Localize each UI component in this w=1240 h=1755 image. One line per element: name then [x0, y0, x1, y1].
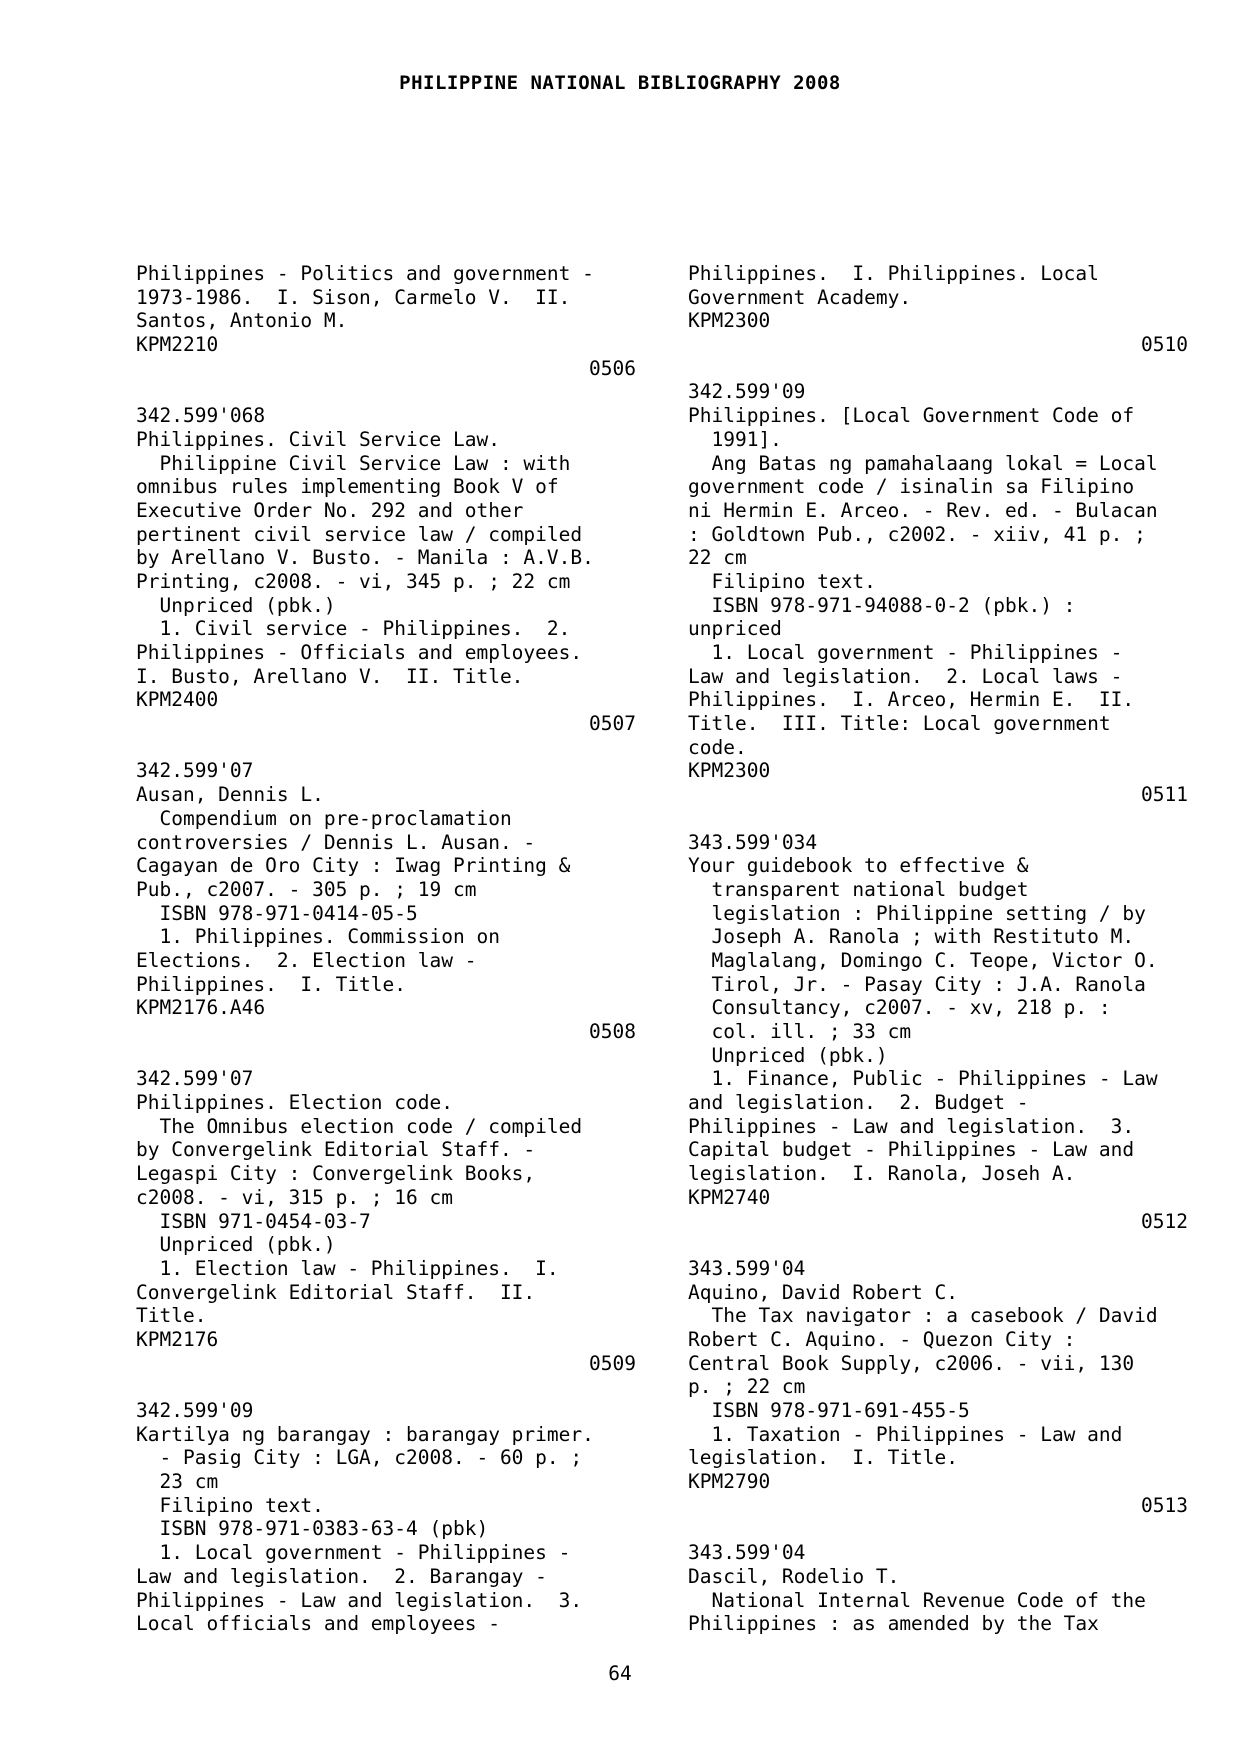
entry-line: Printing, c2008. - vi, 345 p. ; 22 cm [136, 569, 571, 593]
entry-line: Filipino text. [688, 569, 876, 593]
entry-line: 343.599'04 [688, 1256, 806, 1280]
entry-line: The Tax navigator : a casebook / David [688, 1304, 1158, 1328]
entry-line: Law and legislation. 2. Local laws - [688, 664, 1123, 688]
entry-line: by Arellano V. Busto. - Manila : A.V.B. [136, 546, 594, 570]
entry-number: 0507 [589, 712, 636, 736]
entry-line: KPM2176 [136, 1327, 219, 1351]
entry-line: unpriced [688, 617, 782, 641]
entry-line: Kartilya ng barangay : barangay primer. [136, 1422, 594, 1446]
entry-line: Philippine Civil Service Law : with [136, 451, 571, 475]
entry-line: Cagayan de Oro City : Iwag Printing & [136, 854, 571, 878]
entry-line: col. ill. ; 33 cm [688, 1020, 912, 1043]
entry-line: Philippines. [Local Government Code of [688, 404, 1135, 428]
entry-line: 343.599'04 [688, 1541, 806, 1565]
entry-line: KPM2300 [688, 759, 771, 783]
entry-line: Philippines - Officials and employees. [136, 641, 583, 664]
entry-line: controversies / Dennis L. Ausan. - [136, 830, 536, 854]
entry-line: KPM2740 [688, 1185, 771, 1209]
entry-line: National Internal Revenue Code of the [688, 1588, 1146, 1612]
blank-line [136, 380, 636, 404]
entry-line: 1. Election law - Philippines. I. [136, 1256, 559, 1280]
entry-line: 342.599'09 [688, 380, 806, 404]
entry-line: Joseph A. Ranola ; with Restituto M. [688, 925, 1135, 949]
entry-line: Executive Order No. 292 and other [136, 498, 524, 522]
entry-line: legislation. I. Title. [688, 1446, 959, 1470]
entry-number: 0506 [589, 356, 636, 380]
entry-number: 0513 [1141, 1493, 1188, 1517]
entry-line: c2008. - vi, 315 p. ; 16 cm [136, 1185, 453, 1209]
entry-line: Philippines. Election code. [136, 1091, 453, 1115]
left-column [136, 262, 636, 1636]
entry-line: Tirol, Jr. - Pasay City : J.A. Ranola [688, 972, 1146, 996]
blank-line [136, 736, 636, 760]
blank-line [136, 1044, 636, 1068]
entry-line: KPM2210 [136, 333, 219, 357]
entry-line: Central Book Supply, c2006. - vii, 130 [688, 1351, 1135, 1375]
entry-line: Your guidebook to effective & [688, 854, 1029, 878]
entry-line: legislation : Philippine setting / by [688, 901, 1146, 925]
entry-line: 1991]. [688, 427, 782, 451]
entry-line: Philippines - Politics and government - [136, 262, 594, 285]
entry-line: legislation. I. Ranola, Joseh A. [688, 1162, 1076, 1186]
entry-line: Ausan, Dennis L. [136, 783, 324, 807]
entry-line: Unpriced (pbk.) [136, 593, 336, 617]
entry-line: 1973-1986. I. Sison, Carmelo V. II. [136, 285, 571, 309]
entry-line: Philippines. Civil Service Law. [136, 427, 500, 451]
entry-number: 0509 [589, 1351, 636, 1375]
entry-line: Santos, Antonio M. [136, 309, 348, 333]
entry-line: 343.599'034 [688, 830, 818, 854]
entry-line: 1. Local government - Philippines - [136, 1541, 571, 1565]
entry-line: 342.599'09 [136, 1399, 254, 1422]
entry-line: by Convergelink Editorial Staff. - [136, 1138, 536, 1162]
blank-line [688, 357, 1188, 381]
entry-line: Convergelink Editorial Staff. II. [136, 1280, 536, 1304]
entry-line: 1. Local government - Philippines - [688, 641, 1123, 664]
entry-line: 342.599'068 [136, 404, 266, 428]
entry-line: Law and legislation. 2. Barangay - [136, 1564, 547, 1588]
entry-line: Elections. 2. Election law - [136, 948, 477, 972]
entry-line: 342.599'07 [136, 759, 254, 783]
entry-line: government code / isinalin sa Filipino [688, 475, 1135, 499]
entry-number: 0512 [1141, 1209, 1188, 1233]
entry-line: Unpriced (pbk.) [136, 1233, 336, 1257]
right-column [688, 262, 1188, 1636]
entry-number: 0511 [1141, 783, 1188, 807]
entry-line: Compendium on pre-proclamation [136, 806, 512, 830]
entry-line: 1. Philippines. Commission on [136, 925, 500, 949]
entry-line: Robert C. Aquino. - Quezon City : [688, 1327, 1076, 1351]
blank-line [688, 807, 1188, 831]
entry-line: : Goldtown Pub., c2002. - xiiv, 41 p. ; [688, 522, 1146, 546]
entry-line: I. Busto, Arellano V. II. Title. [136, 664, 524, 688]
entry-line: Aquino, David Robert C. [688, 1280, 959, 1304]
entry-line: The Omnibus election code / compiled [136, 1114, 583, 1138]
entry-line: Philippines : as amended by the Tax [688, 1612, 1099, 1636]
entry-line: p. ; 22 cm [688, 1375, 806, 1399]
entry-line: 1. Finance, Public - Philippines - Law [688, 1067, 1158, 1091]
entry-line: Philippines. I. Title. [136, 972, 407, 996]
entry-line: 1. Civil service - Philippines. 2. [136, 617, 571, 641]
entry-line: code. [688, 735, 747, 759]
entry-line: - Pasig City : LGA, c2008. - 60 p. ; [136, 1446, 583, 1470]
entry-line: ISBN 978-971-691-455-5 [688, 1399, 970, 1422]
entry-line: Unpriced (pbk.) [688, 1043, 888, 1067]
entry-line: Local officials and employees - [136, 1612, 500, 1636]
entry-line: 342.599'07 [136, 1067, 254, 1091]
entry-line: Dascil, Rodelio T. [688, 1564, 900, 1588]
entry-line: Capital budget - Philippines - Law and [688, 1138, 1135, 1162]
entry-line: Philippines. I. Philippines. Local [688, 262, 1099, 285]
entry-line: 22 cm [688, 546, 747, 570]
entry-line: Title. III. Title: Local government [688, 712, 1111, 736]
entry-line: Legaspi City : Convergelink Books, [136, 1162, 536, 1186]
entry-line: Maglalang, Domingo C. Teope, Victor O. [688, 948, 1158, 972]
entry-line: Ang Batas ng pamahalaang lokal = Local [688, 451, 1158, 475]
entry-line: 23 cm [136, 1470, 219, 1494]
entry-line: pertinent civil service law / compiled [136, 522, 583, 546]
entry-line: KPM2790 [688, 1470, 771, 1494]
blank-line [136, 1375, 636, 1399]
entry-line: transparent national budget [688, 877, 1029, 901]
entry-line: KPM2400 [136, 688, 219, 712]
entry-number: 0508 [589, 1020, 636, 1043]
page-header-title: PHILIPPINE NATIONAL BIBLIOGRAPHY 2008 [399, 72, 841, 94]
entry-line: KPM2300 [688, 309, 771, 333]
entry-line: Title. [136, 1304, 207, 1328]
blank-line [688, 1517, 1188, 1541]
entry-line: omnibus rules implementing Book V of [136, 475, 559, 499]
entry-line: and legislation. 2. Budget - [688, 1091, 1029, 1115]
page-number: 64 [608, 1662, 632, 1685]
entry-line: ISBN 978-971-0383-63-4 (pbk) [136, 1517, 489, 1541]
entry-line: Pub., c2007. - 305 p. ; 19 cm [136, 877, 477, 901]
entry-number: 0510 [1141, 333, 1188, 357]
entry-line: 1. Taxation - Philippines - Law and [688, 1422, 1123, 1446]
entry-line: Philippines. I. Arceo, Hermin E. II. [688, 688, 1135, 712]
entry-line: Philippines - Law and legislation. 3. [136, 1588, 583, 1612]
entry-line: ISBN 978-971-0414-05-5 [136, 901, 418, 925]
entry-line: Filipino text. [136, 1493, 324, 1517]
entry-line: Philippines - Law and legislation. 3. [688, 1114, 1135, 1138]
entry-line: Government Academy. [688, 285, 912, 309]
entry-line: ni Hermin E. Arceo. - Rev. ed. - Bulacan [688, 498, 1158, 522]
entry-line: KPM2176.A46 [136, 996, 266, 1020]
entry-line: ISBN 978-971-94088-0-2 (pbk.) : [688, 593, 1076, 617]
entry-line: ISBN 971-0454-03-7 [136, 1209, 371, 1233]
entry-line: Consultancy, c2007. - xv, 218 p. : [688, 996, 1111, 1020]
blank-line [688, 1233, 1188, 1257]
